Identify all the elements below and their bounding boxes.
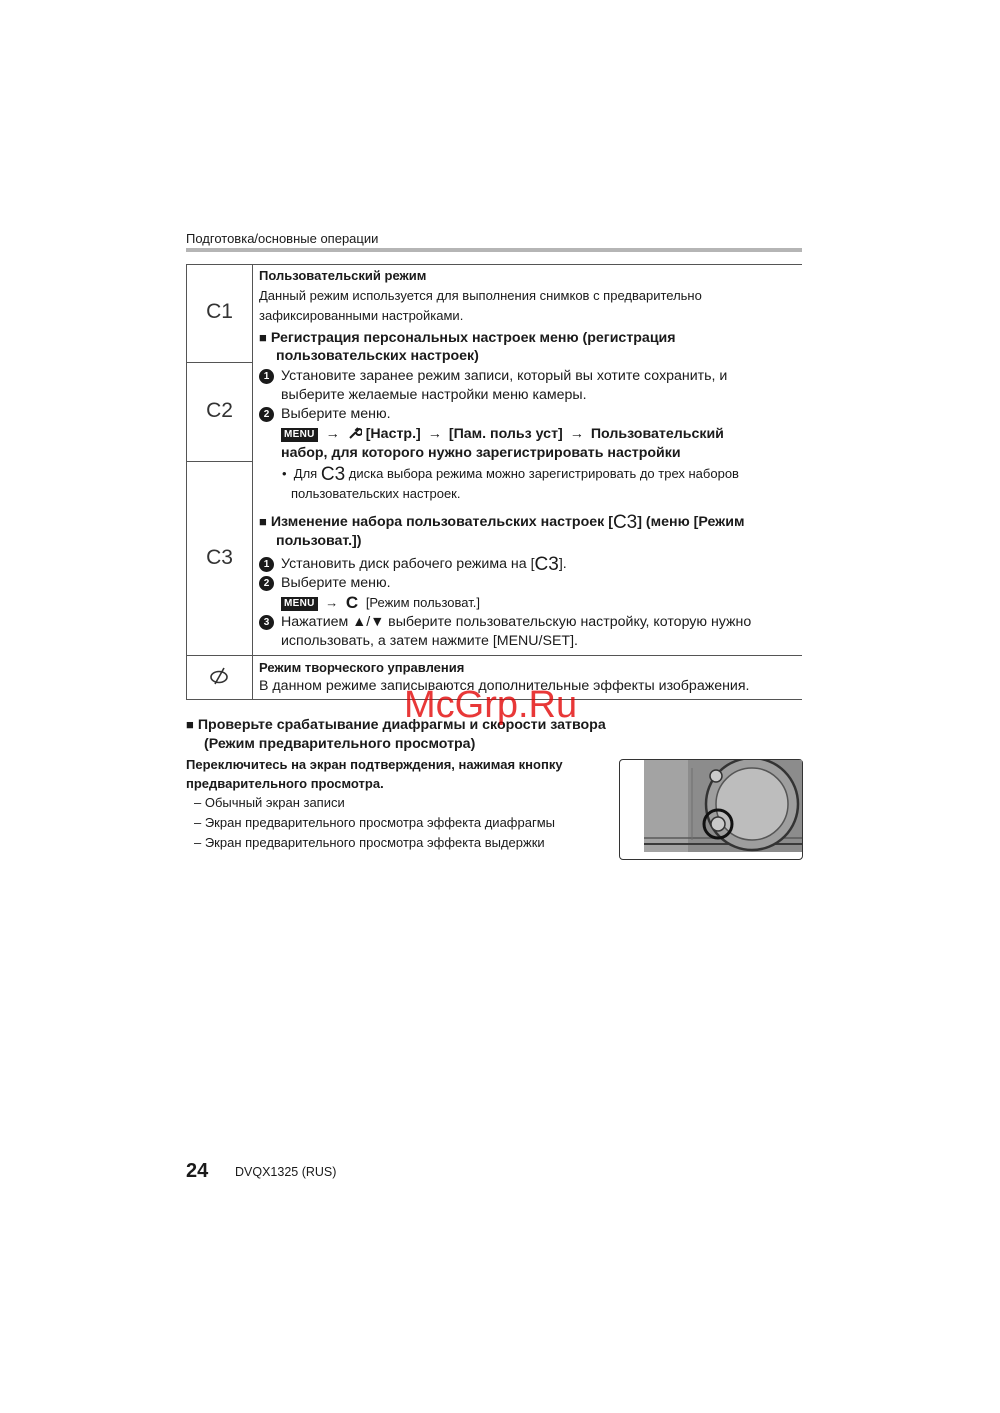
mode-c2-icon: C2 — [206, 399, 233, 422]
camera-preview-button-illustration — [619, 759, 803, 860]
change-step-1: 1 Установить диск рабочего режима на [C3]. — [259, 555, 567, 574]
change-step-3-line2: использовать, а затем нажмите [MENU/SET]. — [281, 633, 578, 649]
preview-intro-line1: Переключитесь на экран подтверждения, нажимая кнопку — [186, 757, 563, 772]
reg-note: • Для C3 диска выбора режима можно зарегистрировать до трех наборов — [282, 464, 739, 485]
creative-control-icon — [186, 666, 253, 692]
mode-c3-icon: C3 — [206, 546, 233, 569]
change-step-2: 2 Выберите меню. — [259, 574, 391, 593]
preview-heading-line2: (Режим предварительного просмотра) — [204, 736, 476, 752]
preview-item-1: – Обычный экран записи — [194, 795, 345, 810]
custom-desc-line2: зафиксированными настройками. — [259, 308, 464, 323]
change-menu-path: MENU → C [Режим пользоват.] — [281, 593, 480, 612]
step-number-icon: 1 — [259, 369, 274, 384]
section-header: Подготовка/основные операции — [186, 231, 379, 246]
c3-icon: C3 — [534, 554, 559, 575]
step-number-icon: 2 — [259, 407, 274, 422]
step-number-icon: 2 — [259, 576, 274, 591]
table-top-border — [186, 264, 802, 265]
change-set-heading: ■ Изменение набора пользовательских настроек [C3] (меню [Режим — [259, 512, 745, 533]
preview-item-2: – Экран предварительного просмотра эффекта диафрагмы — [194, 815, 555, 830]
row-divider-creative — [186, 655, 802, 656]
menu-button-icon: MENU — [281, 597, 318, 611]
square-bullet-icon: ■ — [259, 330, 267, 345]
wrench-icon — [348, 426, 362, 446]
watermark: McGrp.Ru — [404, 684, 578, 726]
preview-heading: ■ Проверьте срабатывание диафрагмы и скорости затвора — [186, 717, 606, 733]
square-bullet-icon: ■ — [186, 717, 194, 732]
preview-item-3: – Экран предварительного просмотра эффекта выдержки — [194, 835, 545, 850]
change-step-3: 3 Нажатием ▲/▼ выберите пользовательскую настройку, которую нужно — [259, 613, 751, 632]
creative-mode-desc: В данном режиме записываются дополнительные эффекты изображения. — [259, 678, 750, 694]
row-divider-c2 — [186, 362, 253, 363]
step-number-icon: 3 — [259, 615, 274, 630]
creative-mode-title: Режим творческого управления — [259, 660, 465, 675]
reg-step-1: 1 Установите заранее режим записи, который вы хотите сохранить, и — [259, 367, 727, 386]
c3-icon: C3 — [612, 512, 638, 533]
custom-mode-title: Пользовательский режим — [259, 268, 427, 283]
custom-desc-line1: Данный режим используется для выполнения снимков с предварительно — [259, 288, 702, 303]
mode-c1-icon: C1 — [206, 300, 233, 323]
square-bullet-icon: ■ — [259, 514, 267, 529]
row-divider-c3 — [186, 461, 253, 462]
document-code: DVQX1325 (RUS) — [235, 1165, 337, 1179]
reg-note-line2: пользовательских настроек. — [291, 486, 461, 501]
preview-intro-line2: предварительного просмотра. — [186, 776, 384, 791]
custom-menu-icon: C — [345, 593, 359, 612]
change-set-heading-line2: пользоват.]) — [276, 533, 362, 549]
c3-icon: C3 — [320, 464, 346, 485]
menu-button-icon: MENU — [281, 428, 318, 442]
page-number: 24 — [186, 1160, 209, 1182]
table-left-border — [186, 264, 187, 700]
reg-menu-path-line2: набор, для которого нужно зарегистрировать настройки — [281, 445, 681, 461]
reg-step-2: 2 Выберите меню. — [259, 405, 391, 424]
step-number-icon: 1 — [259, 557, 274, 572]
reg-menu-path: MENU → [Настр.] → [Пам. польз уст] → Пользовательский — [281, 425, 724, 446]
table-column-divider — [252, 264, 253, 700]
reg-step-1-line2: выберите желаемые настройки меню камеры. — [281, 387, 587, 403]
registration-heading-line2: пользовательских настроек) — [276, 348, 479, 364]
registration-heading: ■ Регистрация персональных настроек меню (регистрация — [259, 330, 676, 346]
header-rule — [186, 248, 802, 252]
